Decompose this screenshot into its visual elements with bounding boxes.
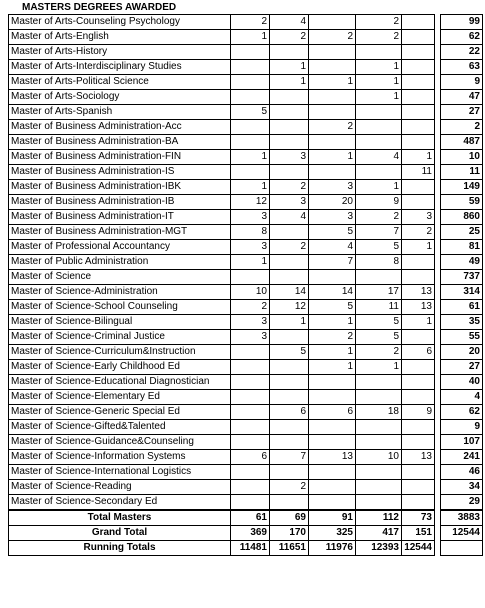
value-cell: [309, 135, 356, 150]
value-cell: 3: [231, 315, 270, 330]
value-cell: [270, 165, 309, 180]
total-cell: 3883: [441, 510, 483, 526]
value-cell: [356, 165, 402, 180]
table-row: [9, 390, 483, 405]
summary-label: Grand Total: [9, 526, 231, 541]
value-cell: [356, 390, 402, 405]
value-cell: 369: [231, 526, 270, 541]
table-row: [9, 435, 483, 450]
value-cell: [270, 90, 309, 105]
degree-name: Master of Business Administration-Acc: [9, 120, 231, 135]
degree-name: Master of Science-Generic Special Ed: [9, 405, 231, 420]
table-row: [9, 210, 483, 225]
total-cell: 860: [441, 210, 483, 225]
total-cell: 62: [441, 30, 483, 45]
value-cell: 11: [356, 300, 402, 315]
value-cell: 69: [270, 510, 309, 526]
value-cell: 1: [402, 150, 435, 165]
value-cell: 3: [270, 150, 309, 165]
degree-name: Master of Science-Secondary Ed: [9, 495, 231, 511]
value-cell: 1: [356, 360, 402, 375]
value-cell: 6: [270, 405, 309, 420]
degree-name: Master of Science-Educational Diagnostician: [9, 375, 231, 390]
value-cell: 3: [309, 180, 356, 195]
degree-name: Master of Business Administration-IBK: [9, 180, 231, 195]
value-cell: 10: [356, 450, 402, 465]
value-cell: [270, 120, 309, 135]
value-cell: 5: [231, 105, 270, 120]
degree-name: Master of Business Administration-FIN: [9, 150, 231, 165]
value-cell: 12544: [402, 541, 435, 556]
table-row: [9, 75, 483, 90]
table-row: [9, 255, 483, 270]
value-cell: 2: [270, 30, 309, 45]
value-cell: [231, 165, 270, 180]
value-cell: [270, 105, 309, 120]
value-cell: [270, 270, 309, 285]
value-cell: [270, 360, 309, 375]
value-cell: 151: [402, 526, 435, 541]
value-cell: [402, 360, 435, 375]
summary-row: [9, 526, 483, 541]
value-cell: 1: [356, 75, 402, 90]
table-row: [9, 195, 483, 210]
value-cell: 12393: [356, 541, 402, 556]
table-row: [9, 120, 483, 135]
value-cell: [309, 480, 356, 495]
value-cell: 11481: [231, 541, 270, 556]
total-cell: 12544: [441, 526, 483, 541]
degree-name: Master of Science: [9, 270, 231, 285]
value-cell: 1: [309, 315, 356, 330]
value-cell: 1: [356, 90, 402, 105]
value-cell: [402, 435, 435, 450]
value-cell: [402, 45, 435, 60]
value-cell: 5: [309, 225, 356, 240]
value-cell: [270, 135, 309, 150]
table-row: [9, 315, 483, 330]
value-cell: 1: [402, 315, 435, 330]
value-cell: [231, 420, 270, 435]
degree-name: Master of Arts-Sociology: [9, 90, 231, 105]
value-cell: [309, 60, 356, 75]
table-row: [9, 105, 483, 120]
table-row: [9, 165, 483, 180]
total-cell: 49: [441, 255, 483, 270]
total-cell: 47: [441, 90, 483, 105]
degree-name: Master of Science-International Logistics: [9, 465, 231, 480]
degree-name: Master of Business Administration-IB: [9, 195, 231, 210]
value-cell: 2: [270, 240, 309, 255]
value-cell: 18: [356, 405, 402, 420]
degree-name: Master of Science-Curriculum&Instruction: [9, 345, 231, 360]
value-cell: [231, 495, 270, 511]
value-cell: [402, 495, 435, 511]
value-cell: [356, 495, 402, 511]
value-cell: 10: [231, 285, 270, 300]
value-cell: 9: [356, 195, 402, 210]
total-cell: [441, 541, 483, 556]
value-cell: [231, 270, 270, 285]
value-cell: 2: [231, 300, 270, 315]
value-cell: 3: [402, 210, 435, 225]
value-cell: [402, 255, 435, 270]
value-cell: [309, 465, 356, 480]
table-row: [9, 420, 483, 435]
table-row: [9, 270, 483, 285]
value-cell: 2: [356, 15, 402, 30]
value-cell: 14: [270, 285, 309, 300]
total-cell: 62: [441, 405, 483, 420]
total-cell: 10: [441, 150, 483, 165]
value-cell: 7: [270, 450, 309, 465]
value-cell: [402, 120, 435, 135]
value-cell: [356, 105, 402, 120]
value-cell: [231, 90, 270, 105]
table-row: [9, 240, 483, 255]
value-cell: [231, 345, 270, 360]
degree-name: Master of Science-Administration: [9, 285, 231, 300]
total-cell: 63: [441, 60, 483, 75]
value-cell: 5: [356, 240, 402, 255]
value-cell: 170: [270, 526, 309, 541]
value-cell: [231, 480, 270, 495]
degree-name: Master of Arts-Counseling Psychology: [9, 15, 231, 30]
value-cell: 1: [356, 60, 402, 75]
total-cell: 81: [441, 240, 483, 255]
value-cell: [356, 465, 402, 480]
value-cell: [402, 375, 435, 390]
value-cell: 2: [356, 30, 402, 45]
total-cell: 27: [441, 105, 483, 120]
degree-name: Master of Science-Elementary Ed: [9, 390, 231, 405]
value-cell: [402, 390, 435, 405]
value-cell: 1: [231, 255, 270, 270]
value-cell: [402, 60, 435, 75]
value-cell: [231, 375, 270, 390]
degree-name: Master of Business Administration-BA: [9, 135, 231, 150]
value-cell: 5: [270, 345, 309, 360]
value-cell: [356, 435, 402, 450]
degree-name: Master of Arts-Interdisciplinary Studies: [9, 60, 231, 75]
value-cell: 17: [356, 285, 402, 300]
value-cell: [402, 135, 435, 150]
value-cell: [402, 105, 435, 120]
value-cell: 11: [402, 165, 435, 180]
value-cell: 13: [402, 300, 435, 315]
value-cell: [402, 195, 435, 210]
value-cell: [402, 180, 435, 195]
value-cell: [309, 90, 356, 105]
value-cell: [309, 390, 356, 405]
value-cell: [402, 420, 435, 435]
value-cell: 2: [270, 480, 309, 495]
table-row: [9, 285, 483, 300]
value-cell: 5: [356, 315, 402, 330]
total-cell: 25: [441, 225, 483, 240]
value-cell: 8: [356, 255, 402, 270]
value-cell: 1: [270, 60, 309, 75]
value-cell: 4: [309, 240, 356, 255]
value-cell: [402, 480, 435, 495]
value-cell: 1: [402, 240, 435, 255]
summary-row: [9, 510, 483, 526]
summary-label: Total Masters: [9, 510, 231, 526]
value-cell: [309, 270, 356, 285]
value-cell: [270, 375, 309, 390]
value-cell: [270, 225, 309, 240]
value-cell: 1: [309, 345, 356, 360]
table-row: [9, 480, 483, 495]
value-cell: [231, 120, 270, 135]
value-cell: 2: [356, 210, 402, 225]
value-cell: [309, 105, 356, 120]
value-cell: 2: [356, 345, 402, 360]
value-cell: 3: [270, 195, 309, 210]
total-cell: 55: [441, 330, 483, 345]
total-cell: 40: [441, 375, 483, 390]
total-cell: 737: [441, 270, 483, 285]
value-cell: 13: [402, 285, 435, 300]
table-body: [9, 15, 483, 556]
table-row: [9, 30, 483, 45]
value-cell: 12: [270, 300, 309, 315]
table-row: [9, 150, 483, 165]
table-row: [9, 60, 483, 75]
value-cell: 13: [309, 450, 356, 465]
value-cell: 9: [402, 405, 435, 420]
value-cell: [270, 435, 309, 450]
value-cell: [231, 45, 270, 60]
summary-row: [9, 541, 483, 556]
total-cell: 4: [441, 390, 483, 405]
value-cell: 12: [231, 195, 270, 210]
value-cell: [402, 15, 435, 30]
total-cell: 9: [441, 420, 483, 435]
table-row: [9, 405, 483, 420]
value-cell: [231, 435, 270, 450]
value-cell: [231, 60, 270, 75]
total-cell: 22: [441, 45, 483, 60]
value-cell: 11651: [270, 541, 309, 556]
degree-name: Master of Professional Accountancy: [9, 240, 231, 255]
total-cell: 61: [441, 300, 483, 315]
value-cell: 417: [356, 526, 402, 541]
total-cell: 314: [441, 285, 483, 300]
value-cell: 3: [231, 240, 270, 255]
value-cell: [356, 135, 402, 150]
value-cell: [402, 75, 435, 90]
table-row: [9, 450, 483, 465]
value-cell: [309, 375, 356, 390]
table-row: [9, 330, 483, 345]
value-cell: [309, 15, 356, 30]
value-cell: 5: [309, 300, 356, 315]
value-cell: [309, 495, 356, 511]
value-cell: 11976: [309, 541, 356, 556]
value-cell: 1: [309, 360, 356, 375]
value-cell: [309, 435, 356, 450]
table-row: [9, 45, 483, 60]
value-cell: [402, 270, 435, 285]
value-cell: [270, 45, 309, 60]
value-cell: 7: [309, 255, 356, 270]
value-cell: 2: [309, 330, 356, 345]
value-cell: 20: [309, 195, 356, 210]
table-row: [9, 465, 483, 480]
degree-name: Master of Science-School Counseling: [9, 300, 231, 315]
value-cell: [309, 165, 356, 180]
value-cell: 1: [309, 75, 356, 90]
value-cell: [270, 420, 309, 435]
total-cell: 2: [441, 120, 483, 135]
value-cell: [356, 120, 402, 135]
value-cell: 7: [356, 225, 402, 240]
total-cell: 29: [441, 495, 483, 511]
degree-name: Master of Public Administration: [9, 255, 231, 270]
value-cell: [309, 420, 356, 435]
degrees-table: [8, 14, 483, 556]
total-cell: 59: [441, 195, 483, 210]
value-cell: 3: [231, 210, 270, 225]
value-cell: 73: [402, 510, 435, 526]
page-title: MASTERS DEGREES AWARDED: [22, 2, 177, 13]
value-cell: [402, 30, 435, 45]
value-cell: 4: [270, 210, 309, 225]
value-cell: 2: [402, 225, 435, 240]
value-cell: 61: [231, 510, 270, 526]
value-cell: 1: [231, 180, 270, 195]
degree-name: Master of Arts-History: [9, 45, 231, 60]
value-cell: [231, 135, 270, 150]
value-cell: [231, 465, 270, 480]
degree-name: Master of Science-Bilingual: [9, 315, 231, 330]
degree-name: Master of Business Administration-IT: [9, 210, 231, 225]
table-row: [9, 135, 483, 150]
total-cell: 35: [441, 315, 483, 330]
value-cell: 3: [309, 210, 356, 225]
table-row: [9, 375, 483, 390]
degree-name: Master of Science-Information Systems: [9, 450, 231, 465]
table-row: [9, 300, 483, 315]
value-cell: [231, 360, 270, 375]
degree-name: Master of Arts-English: [9, 30, 231, 45]
total-cell: 9: [441, 75, 483, 90]
total-cell: 46: [441, 465, 483, 480]
value-cell: 2: [309, 120, 356, 135]
table-row: [9, 345, 483, 360]
value-cell: [309, 45, 356, 60]
value-cell: 3: [231, 330, 270, 345]
degree-name: Master of Science-Early Childhood Ed: [9, 360, 231, 375]
value-cell: 6: [231, 450, 270, 465]
total-cell: 241: [441, 450, 483, 465]
value-cell: 1: [270, 315, 309, 330]
degree-name: Master of Business Administration-IS: [9, 165, 231, 180]
value-cell: 2: [309, 30, 356, 45]
value-cell: 91: [309, 510, 356, 526]
value-cell: 1: [356, 180, 402, 195]
table-row: [9, 360, 483, 375]
value-cell: 1: [309, 150, 356, 165]
value-cell: [356, 420, 402, 435]
table-row: [9, 225, 483, 240]
value-cell: [270, 495, 309, 511]
value-cell: 112: [356, 510, 402, 526]
value-cell: 1: [270, 75, 309, 90]
value-cell: 5: [356, 330, 402, 345]
value-cell: [270, 255, 309, 270]
total-cell: 20: [441, 345, 483, 360]
value-cell: [402, 90, 435, 105]
total-cell: 11: [441, 165, 483, 180]
value-cell: 14: [309, 285, 356, 300]
value-cell: [356, 270, 402, 285]
total-cell: 99: [441, 15, 483, 30]
value-cell: [231, 405, 270, 420]
degree-name: Master of Science-Reading: [9, 480, 231, 495]
value-cell: [270, 390, 309, 405]
total-cell: 34: [441, 480, 483, 495]
table-row: [9, 495, 483, 511]
value-cell: 325: [309, 526, 356, 541]
total-cell: 27: [441, 360, 483, 375]
total-cell: 107: [441, 435, 483, 450]
value-cell: [270, 330, 309, 345]
value-cell: [356, 375, 402, 390]
value-cell: 2: [270, 180, 309, 195]
value-cell: 6: [309, 405, 356, 420]
total-cell: 487: [441, 135, 483, 150]
degree-name: Master of Business Administration-MGT: [9, 225, 231, 240]
value-cell: 4: [356, 150, 402, 165]
value-cell: [402, 330, 435, 345]
value-cell: 6: [402, 345, 435, 360]
table-row: [9, 15, 483, 30]
value-cell: 13: [402, 450, 435, 465]
degree-name: Master of Science-Gifted&Talented: [9, 420, 231, 435]
value-cell: 1: [231, 30, 270, 45]
value-cell: 8: [231, 225, 270, 240]
value-cell: [356, 480, 402, 495]
degree-name: Master of Arts-Political Science: [9, 75, 231, 90]
value-cell: [270, 465, 309, 480]
total-cell: 149: [441, 180, 483, 195]
degree-name: Master of Science-Criminal Justice: [9, 330, 231, 345]
table-row: [9, 180, 483, 195]
value-cell: 1: [231, 150, 270, 165]
summary-label: Running Totals: [9, 541, 231, 556]
value-cell: [231, 75, 270, 90]
value-cell: 2: [231, 15, 270, 30]
degree-name: Master of Science-Guidance&Counseling: [9, 435, 231, 450]
value-cell: 4: [270, 15, 309, 30]
degree-name: Master of Arts-Spanish: [9, 105, 231, 120]
value-cell: [231, 390, 270, 405]
value-cell: [356, 45, 402, 60]
value-cell: [402, 465, 435, 480]
table-row: [9, 90, 483, 105]
